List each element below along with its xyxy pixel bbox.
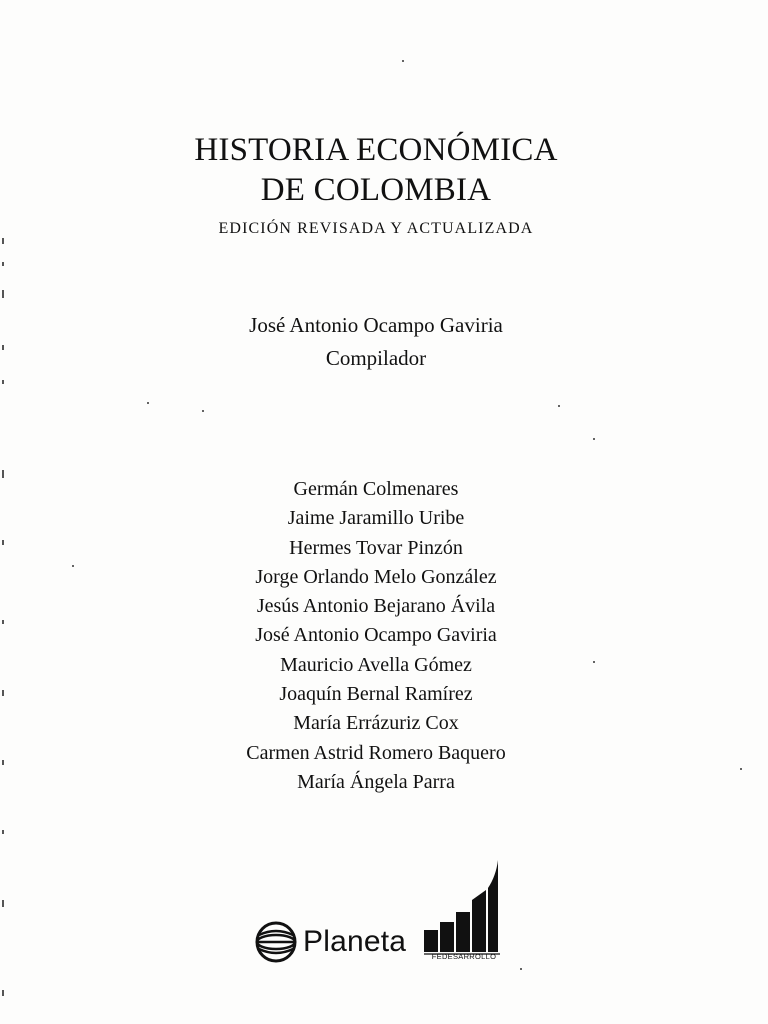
scan-speck [593,438,595,440]
scan-speck [147,402,149,404]
scan-edge-mark [2,345,4,350]
author-item: Jorge Orlando Melo González [255,565,497,588]
fedesarrollo-wordmark: FEDESARROLLO [431,952,497,961]
compiler-name: José Antonio Ocampo Gaviria [249,313,503,337]
author-item: José Antonio Ocampo Gaviria [255,624,497,647]
author-item: María Errázuriz Cox [293,712,459,735]
scan-edge-mark [2,690,4,696]
author-item: Jaime Jaramillo Uribe [287,507,465,530]
author-item: Mauricio Avella Gómez [280,653,472,676]
author-item: Germán Colmenares [293,478,459,500]
planeta-logo [255,919,406,965]
author-item: María Ángela Parra [297,770,455,793]
book-title-line-1: HISTORIA ECONÓMICA [194,132,558,168]
scan-edge-mark [2,470,4,478]
planeta-wordmark: Planeta [303,925,407,958]
edition-subtitle: EDICIÓN REVISADA Y ACTUALIZADA [218,220,534,237]
scan-speck [202,410,204,412]
author-item: Jesús Antonio Bejarano Ávila [256,595,496,618]
planeta-globe-icon [255,921,297,963]
scan-speck [558,405,560,407]
scan-speck [402,60,404,62]
scan-edge-mark [2,540,4,545]
scan-edge-mark [2,262,4,266]
book-title-line-2: DE COLOMBIA [260,172,492,208]
scan-speck [72,565,74,567]
scan-edge-mark [2,620,4,624]
author-item: Joaquín Bernal Ramírez [279,683,473,706]
scan-edge-mark [2,760,4,765]
author-item: Hermes Tovar Pinzón [289,536,463,559]
scan-edge-mark [2,990,4,996]
fedesarrollo-bars-icon [424,860,504,960]
author-list [0,475,752,797]
scan-speck [740,768,742,770]
author-item: Carmen Astrid Romero Baquero [246,741,506,764]
scan-edge-mark [2,238,4,244]
scan-edge-mark [2,380,4,384]
scan-speck [593,661,595,663]
scan-edge-mark [2,290,4,298]
scan-speck [520,968,522,970]
compiler-role: Compilador [325,346,427,370]
scan-edge-mark [2,900,4,907]
scan-edge-mark [2,830,4,834]
